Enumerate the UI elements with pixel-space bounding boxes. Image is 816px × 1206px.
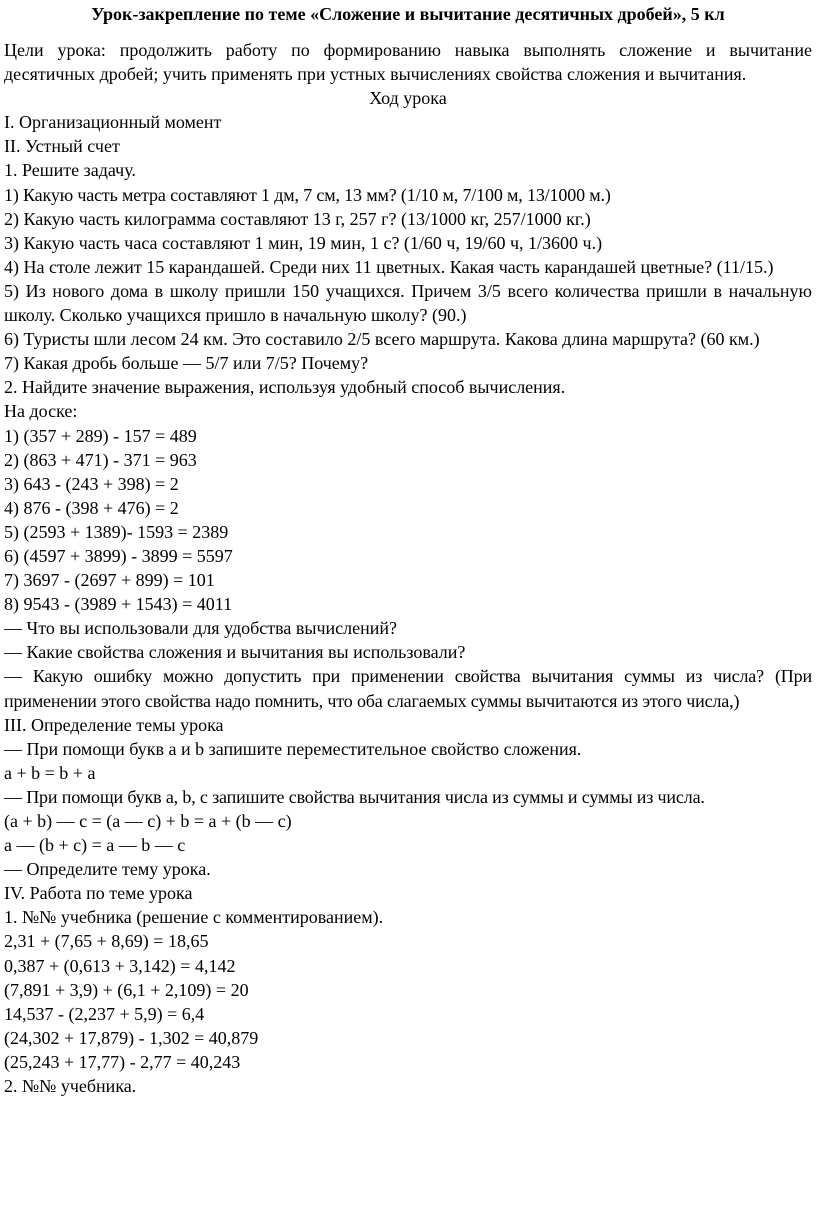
section-2-heading: II. Устный счет [4, 136, 120, 157]
section-1-heading: I. Организационный момент [4, 112, 222, 133]
board-expression: 4) 876 - (398 + 476) = 2 [4, 497, 179, 518]
problem-item: 3) Какую часть часа составляют 1 мин, 19 мин, 1 с? (1/60 ч, 19/60 ч, 1/3600 ч.) [4, 232, 603, 253]
board-expression: 8) 9543 - (3989 + 1543) = 4011 [4, 594, 233, 615]
task-1-heading: 1. Решите задачу. [4, 160, 136, 181]
decimal-expression: 2,31 + (7,65 + 8,69) = 18,65 [4, 931, 209, 952]
decimal-expression: 14,537 - (2,237 + 5,9) = 6,4 [4, 1003, 205, 1024]
section-3-line: — При помощи букв а и b запишите переместительное свойство сложения. [4, 738, 582, 759]
course-heading: Ход урока [369, 88, 447, 109]
board-expression: 2) (863 + 471) - 371 = 963 [4, 449, 197, 470]
problem-item: 7) Какая дробь больше — 5/7 или 7/5? Почему? [4, 353, 369, 374]
board-expression: 5) (2593 + 1389)- 1593 = 2389 [4, 521, 229, 542]
problem-item: 6) Туристы шли лесом 24 км. Это составило 2/5 всего маршрута. Какова длина маршрута? (60 км.) [4, 329, 760, 350]
section-4-task-2: 2. №№ учебника. [4, 1076, 137, 1097]
decimal-expression: 0,387 + (0,613 + 3,142) = 4,142 [4, 955, 236, 976]
board-expression: 7) 3697 - (2697 + 899) = 101 [4, 570, 215, 591]
decimal-expression: (25,243 + 17,77) - 2,77 = 40,243 [4, 1051, 241, 1072]
section-3-line: — Определите тему урока. [4, 859, 211, 880]
board-label: На доске: [4, 401, 78, 422]
section-3-line: — При помощи букв a, b, c запишите свойства вычитания числа из суммы и суммы из числа. [4, 786, 705, 807]
problem-item: 5) Из нового дома в школу пришли 150 учащихся. Причем 3/5 всего количества пришли в начальную школу. Сколько учащихся пришло в начальную школу? (90.) [4, 280, 812, 326]
problem-item: 1) Какую часть метра составляют 1 дм, 7 см, 13 мм? (1/10 м, 7/100 м, 13/1000 м.) [4, 184, 611, 205]
section-3-formula: a — (b + c) = a — b — c [4, 835, 186, 856]
problem-item: 2) Какую часть килограмма составляют 13 г, 257 г? (13/1000 кг, 257/1000 кг.) [4, 208, 591, 229]
problem-item: 4) На столе лежит 15 карандашей. Среди них 11 цветных. Какая часть карандашей цветные? (11/15.) [4, 256, 774, 277]
decimal-expression: (7,891 + 3,9) + (6,1 + 2,109) = 20 [4, 979, 249, 1000]
board-expression: 6) (4597 + 3899) - 3899 = 5597 [4, 545, 233, 566]
discussion-question: — Какую ошибку можно допустить при применении свойства вычитания суммы из числа? (При применении этого свойства надо помнить, что оба слагаемых суммы вычитаются из этого числа,) [4, 666, 812, 711]
section-3-formula: a + b = b + a [4, 762, 96, 783]
section-4-task-1: 1. №№ учебника (решение с комментированием). [4, 907, 384, 928]
section-3-heading: III. Определение темы урока [4, 714, 224, 735]
decimal-expression: (24,302 + 17,879) - 1,302 = 40,879 [4, 1027, 259, 1048]
lesson-goals: Цели урока: продолжить работу по формированию навыка выполнять сложение и вычитание десятичных дробей; учить применять при устных вычислениях свойства сложения и вычитания. [4, 40, 812, 85]
section-4-heading: IV. Работа по теме урока [4, 883, 193, 904]
board-expression: 3) 643 - (243 + 398) = 2 [4, 473, 179, 494]
task-2-heading: 2. Найдите значение выражения, используя удобный способ вычисления. [4, 377, 566, 398]
discussion-question: — Что вы использовали для удобства вычислений? [4, 618, 397, 639]
discussion-question: — Какие свойства сложения и вычитания вы использовали? [4, 642, 466, 663]
board-expression: 1) (357 + 289) - 157 = 489 [4, 425, 197, 446]
section-3-formula: (a + b) — c = (a — c) + b = a + (b — c) [4, 811, 292, 831]
document-title: Урок-закрепление по теме «Сложение и вычитание десятичных дробей», 5 кл [91, 4, 725, 24]
